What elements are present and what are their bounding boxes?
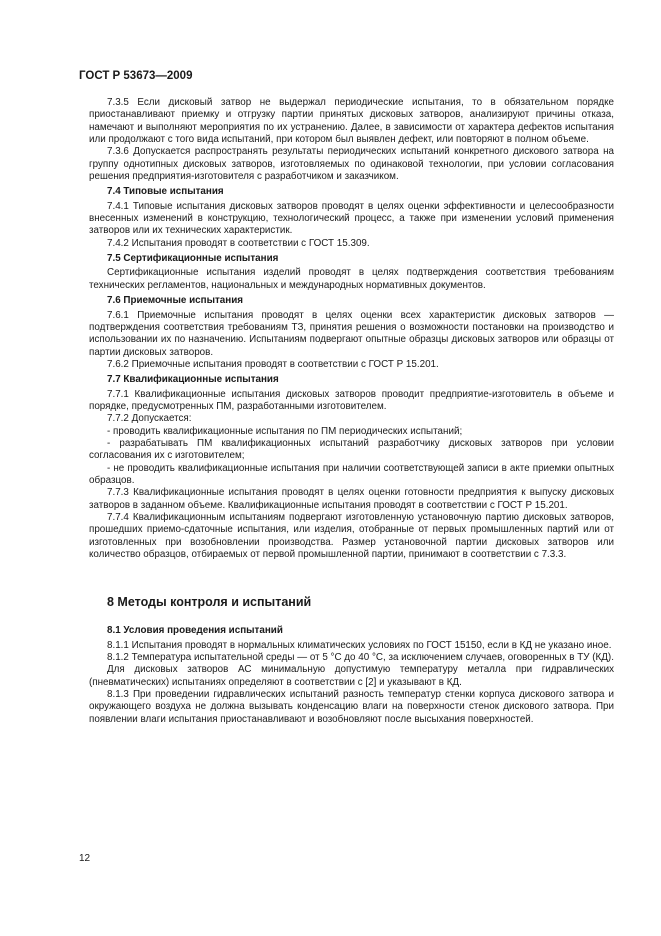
subsection-heading: 7.5 Сертификационные испытания: [107, 253, 279, 265]
paragraph: 7.4.2 Испытания проводят в соответствии с ГОСТ 15.309.: [107, 237, 370, 249]
paragraph: - разрабатывать ПМ квалификационных испытаний разработчику дисковых затворов при условии согласования их с изготовителем;: [89, 437, 614, 462]
paragraph: 8.1.2 Температура испытательной среды — от 5 °С до 40 °С, за исключением случаев, оговоренных в ТУ (КД).: [107, 652, 614, 664]
paragraph: - не проводить квалификационные испытания при наличии соответствующей записи в акте приемки опытных образцов.: [89, 462, 614, 486]
paragraph: 8.1.3 При проведении гидравлических испытаний разность температур стенки корпуса дискового затвора и окружающего воздуха не должна вызывать конденсацию влаги на поверхности стенок дискового затвора. При появлении влаги испытания приостанавливают и возобновляют после высыхания поверхностей.: [89, 689, 614, 725]
paragraph: Для дисковых затворов АС минимальную допустимую температуру металла при гидравлических (пневматических) испытаниях определяют в соответствии с [2] и указывают в КД.: [89, 664, 614, 688]
paragraph: 7.4.1 Типовые испытания дисковых затворов проводят в целях оценки эффективности и целесообразности внесенных изменений в конструкцию, технологический процесс, а также при изменении условий применения затворов или их технических характеристик.: [89, 200, 614, 237]
paragraph: 7.7.3 Квалификационные испытания проводят в целях оценки готовности предприятия к выпуску дисковых затворов в заданном объеме. Квалификационные испытания проводят в соответствии с ГОСТ Р 15.201.: [89, 487, 614, 511]
paragraph: 7.7.1 Квалификационные испытания дисковых затворов проводит предприятие-изготовитель в объеме и порядке, предусмотренных ПМ, разработанными изготовителем.: [89, 388, 614, 412]
paragraph: 7.3.5 Если дисковый затвор не выдержал периодические испытания, то в обязательном порядке приостанавливают приемку и отгрузку партии принятых дисковых затворов, анализируют причины отказа, намечают и выполняют мероприятия по их устранению. Далее, в зависимости от характера дефектов испытания или продолжают с того вида испытаний, при котором был выявлен дефект, или повторяют в полном объеме.: [89, 97, 614, 146]
document-header: ГОСТ Р 53673—2009: [79, 70, 193, 82]
paragraph: 7.6.2 Приемочные испытания проводят в соответствии с ГОСТ Р 15.201.: [107, 358, 439, 370]
paragraph: 7.7.4 Квалификационным испытаниям подвергают изготовленную установочную партию дисковых затворов, прошедших приемо-сдаточные испытания, или изделия, отобранные от первых промышленных партий или от изготовленных при возобновлении производства. Размер установочной партии дисковых затворов или количество образцов, отбираемых от первой промышленной партии, принимают в соответствии с 7.3.3.: [89, 512, 614, 561]
paragraph: 7.7.2 Допускается:: [107, 413, 192, 425]
paragraph: 7.3.6 Допускается распространять результаты периодических испытаний конкретного дискового затвора на группу однотипных дисковых затворов, изготовляемых по одинаковой технологии, при условии согласования решения предприятия-изготовителя с разработчиком и заказчиком.: [89, 146, 614, 183]
paragraph: - проводить квалификационные испытания по ПМ периодических испытаний;: [107, 425, 463, 437]
document-body: [89, 97, 614, 726]
subsection-heading: 7.6 Приемочные испытания: [107, 295, 244, 307]
paragraph: 8.1.1 Испытания проводят в нормальных климатических условиях по ГОСТ 15150, если в КД не указано иное.: [107, 639, 612, 651]
subsection-heading: 7.4 Типовые испытания: [107, 186, 224, 198]
paragraph: Сертификационные испытания изделий проводят в целях подтверждения соответствия требованиям технических регламентов, национальных и международных нормативных документов.: [89, 267, 614, 291]
page-number: 12: [79, 853, 91, 864]
section-heading: 8 Методы контроля и испытаний: [107, 595, 312, 610]
subsection-heading: 8.1 Условия проведения испытаний: [107, 625, 283, 637]
subsection-heading: 7.7 Квалификационные испытания: [107, 374, 279, 386]
paragraph: 7.6.1 Приемочные испытания проводят в целях оценки всех характеристик дисковых затворов — подтверждения соответствия требованиям ТЗ, принятия решения о возможности постановки на производство и использовании их по назначению. Испытаниям подвергают опытные образцы дисковых затворов или образцы от партии дисковых затворов.: [89, 309, 614, 358]
